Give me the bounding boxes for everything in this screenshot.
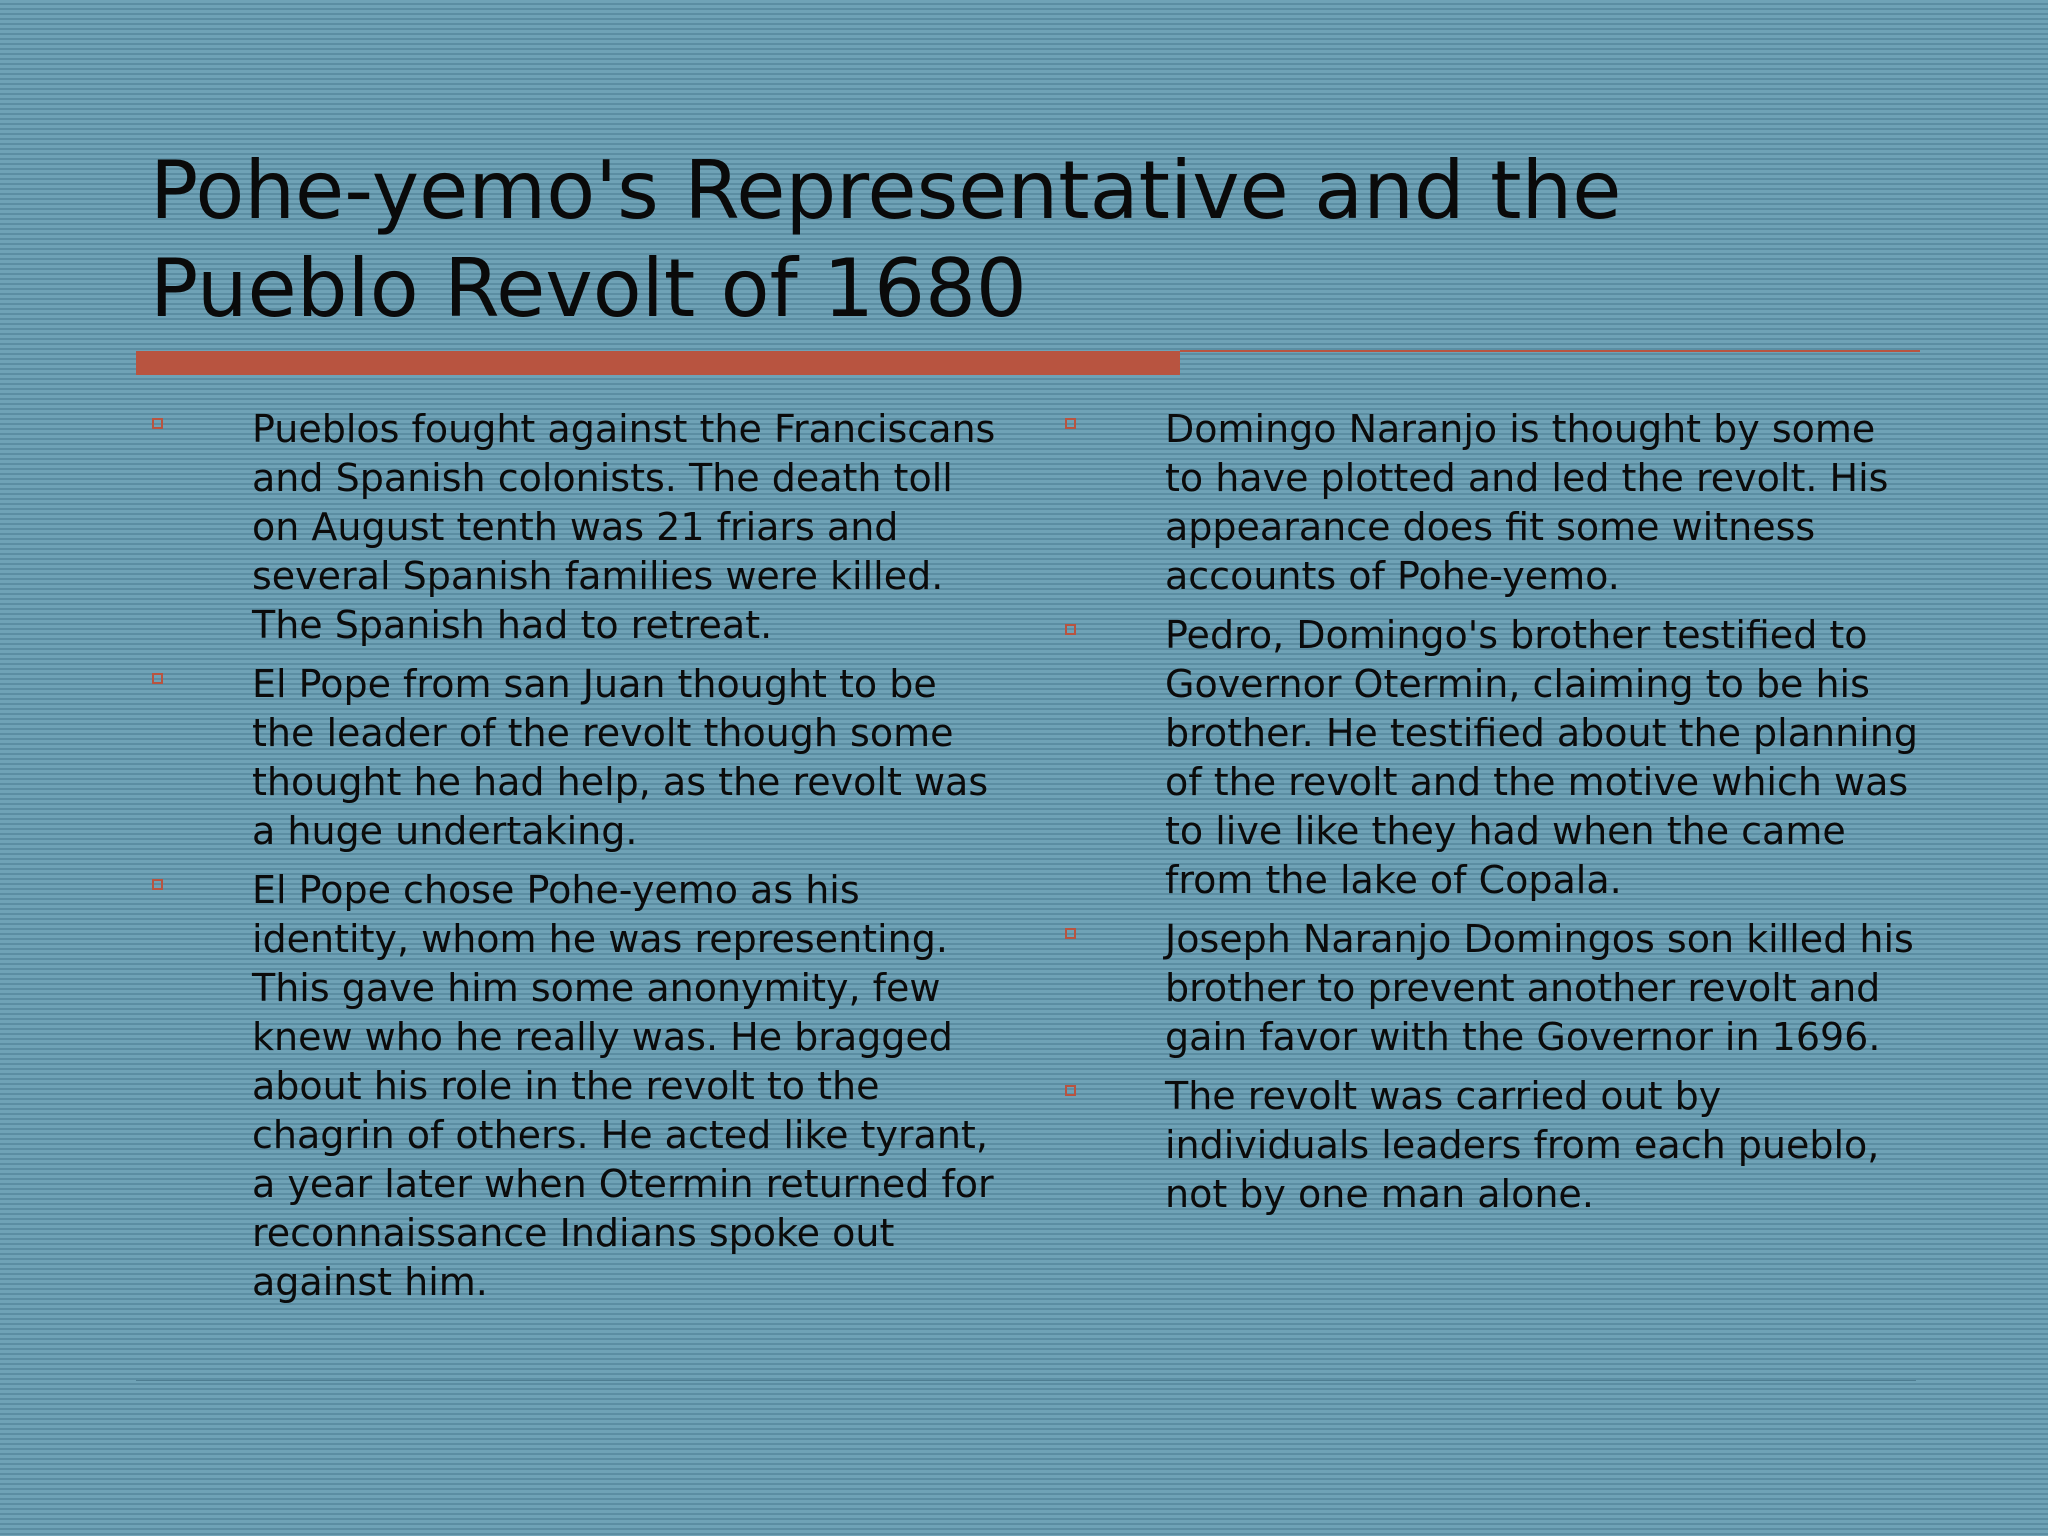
bullet-text: The revolt was carried out by individuals leaders from each pueblo, not by one man alone. [1165,1074,1880,1216]
bullet-item [1061,915,1921,1062]
bullet-item [148,405,1008,650]
bullet-text: Pueblos fought against the Franciscans and Spanish colonists. The death toll on August tenth was 21 friars and several Spanish families were killed. The Spanish had to retreat. [252,407,996,647]
bullet-item [1061,1072,1921,1219]
slide-title-line-1: Pohe-yemo's Representative and the [150,144,1622,237]
bullet-item [1061,611,1921,905]
hollow-square-bullet-icon [1065,1085,1076,1096]
slide-title [150,142,1900,338]
right-bullet-list [1061,405,1921,1229]
bullet-text: El Pope chose Pohe-yemo as his identity, whom he was representing. This gave him some anonymity, few knew who he really was. He bragged about his role in the revolt to the chagrin of others. He acted like tyrant, a year later when Otermin returned for reconnaissance Indians spoke out against him. [252,868,994,1304]
bullet-item [148,660,1008,856]
slide-title-line-2: Pueblo Revolt of 1680 [150,242,1027,335]
bullet-text: Domingo Naranjo is thought by some to have plotted and led the revolt. His appearance does fit some witness accounts of Pohe-yemo. [1165,407,1889,598]
hollow-square-bullet-icon [152,418,163,429]
footer-divider [136,1380,1916,1381]
hollow-square-bullet-icon [1065,928,1076,939]
hollow-square-bullet-icon [1065,418,1076,429]
hollow-square-bullet-icon [1065,624,1076,635]
bullet-text: El Pope from san Juan thought to be the leader of the revolt though some thought he had help, as the revolt was a huge undertaking. [252,662,989,853]
left-bullet-list [148,405,1008,1317]
hollow-square-bullet-icon [152,879,163,890]
title-accent-rule [1180,350,1920,352]
hollow-square-bullet-icon [152,673,163,684]
bullet-item [1061,405,1921,601]
title-accent-bar [136,351,1180,375]
bullet-item [148,866,1008,1307]
bullet-text: Joseph Naranjo Domingos son killed his brother to prevent another revolt and gain favor with the Governor in 1696. [1165,917,1914,1059]
bullet-text: Pedro, Domingo's brother testified to Governor Otermin, claiming to be his brother. He testified about the planning of the revolt and the motive which was to live like they had when the came from the lake of Copala. [1165,613,1918,902]
